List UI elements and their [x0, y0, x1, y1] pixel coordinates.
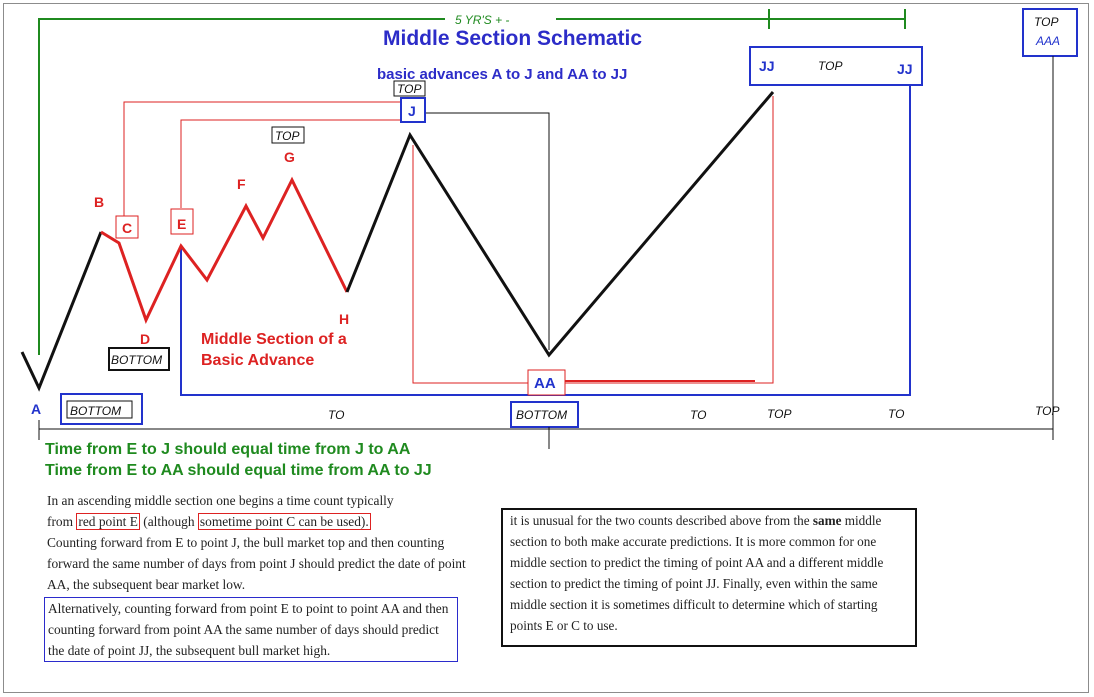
diagram-title: Middle Section Schematic [383, 27, 643, 50]
explanation-paragraph-2: Alternatively, counting forward from point E to point to point AA and then counting forward from point AA the same number of days should predict the date of point JJ, the subsequent bull market high. [44, 597, 458, 662]
p3-text-2: middle section to both make accurate predictions. It is more common for one middle section to predict the timing of point AA and a different middle section to predict the timing of point JJ. Finally, even within the same middle section it is sometimes difficult to determine which of starting points E or C to use. [510, 513, 884, 633]
explanation-paragraph-3 [501, 508, 917, 647]
jj-right-label: JJ [897, 61, 913, 77]
point-c-label: C [122, 220, 133, 236]
top-axis-label-right: TOP [1035, 404, 1060, 418]
path-h-to-jj [347, 92, 773, 355]
diagram-subtitle: basic advances A to J and AA to JJ [377, 66, 628, 83]
path-a-to-b [22, 232, 101, 388]
five-year-bracket [39, 9, 905, 355]
top-j-tag: TOP [397, 82, 422, 96]
to-label-1: TO [328, 408, 345, 422]
span-label: 5 YR'S + - [455, 13, 510, 27]
point-e-label: E [177, 216, 187, 232]
top-aaa-line2: AAA [1036, 34, 1061, 48]
time-rule-1: Time from E to J should equal time from J to AA [45, 441, 411, 458]
point-h-label: H [339, 311, 350, 327]
time-rule-2: Time from E to AA should equal time from AA to JJ [45, 462, 432, 479]
red-point-e-highlight: red point E [78, 514, 138, 529]
p1-text-3: (although [139, 514, 198, 529]
point-aa-label: AA [534, 375, 556, 392]
top-g-tag: TOP [275, 129, 300, 143]
point-f-label: F [237, 176, 246, 192]
point-b-label: B [94, 194, 105, 210]
p3-bold-same: same [812, 513, 842, 528]
j-to-aa-red-bracket [413, 145, 528, 383]
jj-top-tag: TOP [818, 59, 843, 73]
explanation-paragraph-1 [47, 490, 467, 595]
to-label-3: TO [888, 407, 905, 421]
point-c-alternative-highlight: sometime point C can be used). [199, 514, 369, 529]
point-d-label: D [140, 331, 151, 347]
j-to-aa-connector [426, 113, 549, 350]
aa-to-jj-red-bracket [565, 96, 773, 383]
bottom-a-tag: BOTTOM [70, 404, 122, 418]
bottom-aa-tag: BOTTOM [516, 408, 568, 422]
jj-left-label: JJ [759, 58, 775, 74]
middle-section-path [101, 180, 347, 320]
point-j-label: J [408, 103, 416, 119]
p1-text-4: Counting forward from E to point J, the bull market top and then counting forward the same number of days from point J should predict the date of point AA, the subsequent bear market low. [47, 535, 466, 592]
top-aaa-line1: TOP [1034, 15, 1059, 29]
c-to-j-connector [124, 102, 401, 216]
point-a-label: A [31, 401, 42, 417]
top-axis-label: TOP [767, 407, 792, 421]
p3-text-1: it is unusual for the two counts described above from the [510, 513, 813, 528]
to-label-2: TO [690, 408, 707, 422]
middle-section-caption-2: Basic Advance [201, 352, 315, 369]
middle-section-caption-1: Middle Section of a [201, 331, 347, 348]
p1-text-2: from [47, 514, 77, 529]
point-g-label: G [284, 149, 295, 165]
bottom-d-tag: BOTTOM [111, 353, 163, 367]
p1-text-1: In an ascending middle section one begins a time count typically [47, 493, 394, 508]
